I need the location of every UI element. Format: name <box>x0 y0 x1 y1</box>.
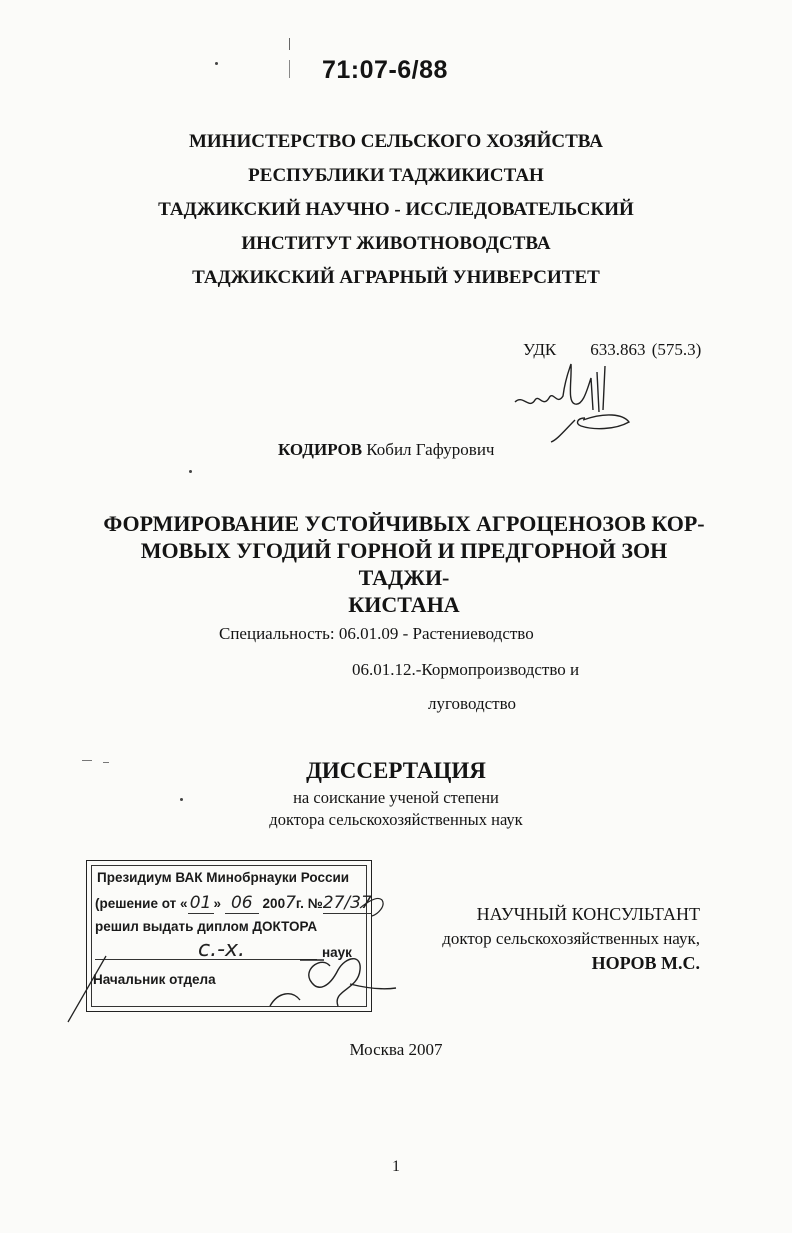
stamp-g: г. <box>295 896 304 911</box>
specialty-line-2: 06.01.12.-Кормопроизводство и <box>352 660 580 679</box>
stamp-year-suffix: 7 <box>285 893 296 913</box>
institution-line: ТАДЖИКСКИЙ НАУЧНО - ИССЛЕДОВАТЕЛЬСКИЙ <box>158 199 634 220</box>
degree-line-1: на соискание ученой степени <box>293 788 499 807</box>
speck <box>189 470 192 473</box>
stamp-year-prefix: 200 <box>262 896 286 911</box>
stamp-month: 06 <box>225 893 259 914</box>
stamp-no-label: № <box>307 896 323 911</box>
title-line: ФОРМИРОВАНИЕ УСТОЙЧИВЫХ АГРОЦЕНОЗОВ КОР- <box>103 511 705 536</box>
institution-line: МИНИСТЕРСТВО СЕЛЬСКОГО ХОЗЯЙСТВА <box>188 131 604 152</box>
stamp-number: 27/37 <box>322 893 372 913</box>
stamp-decision-prefix: (решение от <box>95 896 177 911</box>
consultant-name: НОРОВ М.С. <box>591 953 700 973</box>
archive-code: 71:07-6/88 <box>322 56 448 84</box>
institution-line: ИНСТИТУТ ЖИВОТНОВОДСТВА <box>241 233 551 254</box>
title-line: КИСТАНА <box>348 592 460 617</box>
stamp-header: Президиум ВАК Минобрнауки России <box>97 870 350 885</box>
city-year: Москва 2007 <box>349 1040 443 1059</box>
stamp-day: 01 <box>188 893 214 914</box>
author-surname: КОДИРОВ <box>278 440 363 459</box>
institution-line: ТАДЖИКСКИЙ АГРАРНЫЙ УНИВЕРСИТЕТ <box>192 267 600 288</box>
stamp-degree-handwritten: с.-х. <box>198 937 246 962</box>
institution-line: РЕСПУБЛИКИ ТАДЖИКИСТАН <box>248 165 544 186</box>
specialty-line-3: луговодство <box>428 694 516 713</box>
page-number: 1 <box>392 1158 400 1175</box>
author-given-names: Кобил Гафурович <box>366 440 495 459</box>
stamp-decision-line: (решение от « 01 » 06 2007г. №27/37 <box>95 893 372 913</box>
title-line: МОВЫХ УГОДИЙ ГОРНОЙ И ПРЕДГОРНОЙ ЗОН ТАДЖИ- <box>140 538 668 590</box>
author-name <box>278 440 495 460</box>
udk-label: УДК <box>523 340 557 359</box>
author-signature <box>505 350 635 445</box>
udk-value: 633.863 (575.3) <box>590 340 702 359</box>
stamp-signature <box>60 860 420 1030</box>
stamp-head-of-department: Начальник отдела <box>93 972 216 987</box>
dissertation-heading: ДИССЕРТАЦИЯ <box>306 758 486 783</box>
institution-block <box>0 125 792 295</box>
stamp-nauk: наук <box>322 945 352 960</box>
specialty-line-1: Специальность: 06.01.09 - Растениеводство <box>219 624 534 643</box>
margin-mark <box>289 60 290 78</box>
consultant-degree: доктор сельскохозяйственных наук, <box>442 929 700 948</box>
stamp-award-line: решил выдать диплом ДОКТОРА <box>95 919 318 934</box>
degree-line-2: доктора сельскохозяйственных наук <box>269 810 523 829</box>
margin-mark <box>289 38 290 50</box>
consultant-label: НАУЧНЫЙ КОНСУЛЬТАНТ <box>476 904 700 924</box>
dissertation-title <box>94 510 714 618</box>
speck <box>215 62 218 65</box>
